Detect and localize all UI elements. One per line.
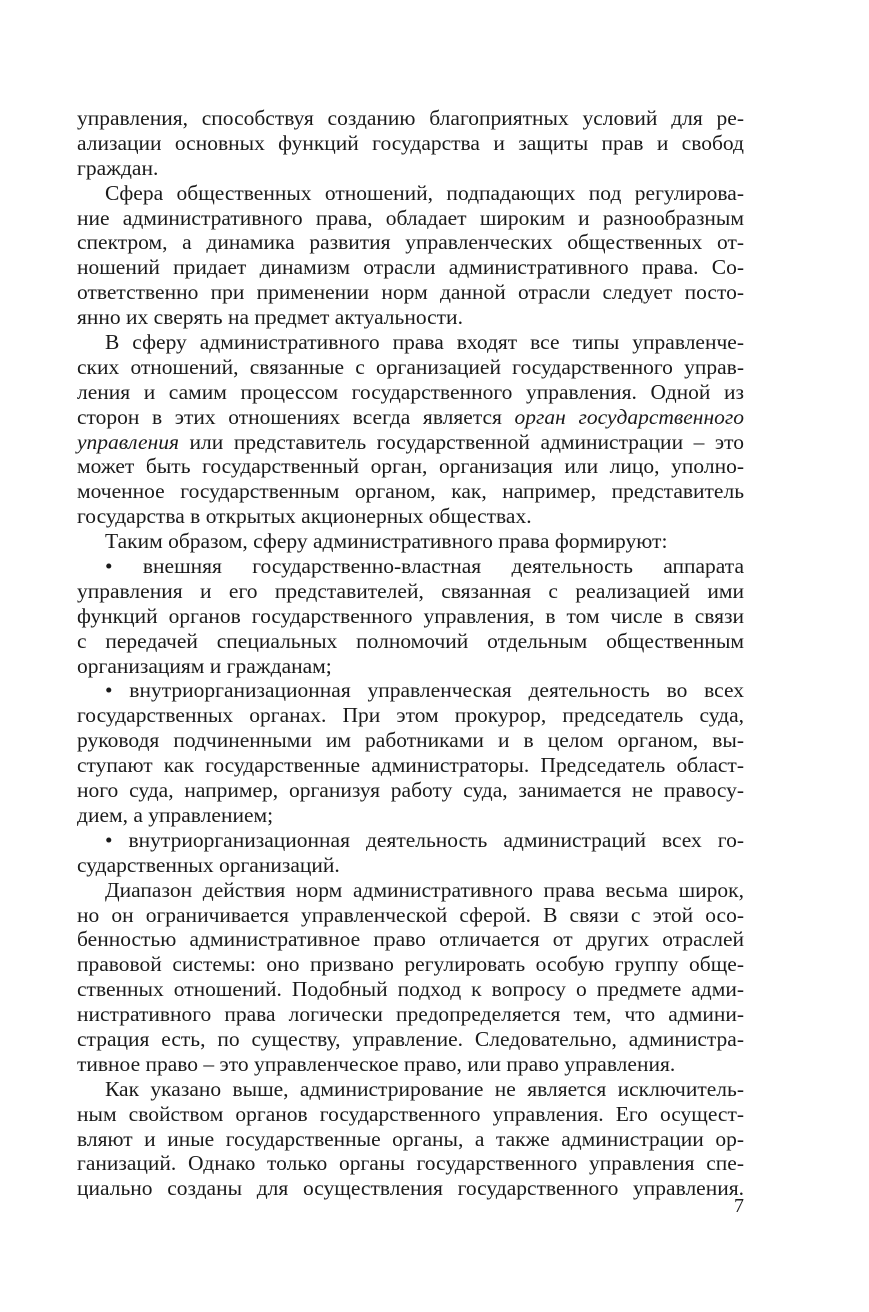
text-line: циально созданы для осуществления государственного управления. xyxy=(77,1176,744,1201)
text-line: ношений придает динамизм отрасли административного права. Со- xyxy=(77,255,744,280)
italic-term: орган государственного xyxy=(514,404,745,429)
text-line: функций органов государственного управления, в том числе в связи xyxy=(77,603,744,628)
text-line: ние административного права, обладает широким и разнообразным xyxy=(77,205,744,230)
paragraph xyxy=(77,529,744,554)
text-line: ления и самим процессом государственного управления. Одной из xyxy=(77,379,744,404)
paragraph xyxy=(77,330,744,529)
text-line: В сферу административного права входят все типы управленче- xyxy=(105,330,744,355)
text-line: но он ограничивается управленческой сферой. В связи с этой осо- xyxy=(77,902,744,927)
text-line: • внешняя государственно-властная деятельность аппарата xyxy=(105,554,744,579)
text-line: сударственных организаций. xyxy=(77,852,340,877)
text-line: страция есть, по существу, управление. Следовательно, администра- xyxy=(77,1026,744,1051)
text-line: бенностью административное право отличается от других отраслей xyxy=(77,927,744,952)
text-line: ственных отношений. Подобный подход к вопросу о предмете адми- xyxy=(77,977,744,1002)
text-line: Таким образом, сферу административного права формируют: xyxy=(105,529,668,554)
text-line: ного суда, например, организуя работу суда, занимается не правосу- xyxy=(77,778,744,803)
text-line: с передачей специальных полномочий отдельным общественным xyxy=(77,628,744,653)
paragraph xyxy=(77,106,744,181)
bullet-item xyxy=(77,828,744,878)
text-line: граждан. xyxy=(77,155,159,180)
text-line: может быть государственный орган, организация или лицо, уполно- xyxy=(77,454,744,479)
text-line: спектром, а динамика развития управленческих общественных от- xyxy=(77,230,744,255)
text-line: сторон в этих отношениях всегда является орган государственного xyxy=(77,404,745,429)
bullet-item xyxy=(77,678,744,827)
text-line: ным свойством органов государственного управления. Его осущест- xyxy=(77,1101,744,1126)
text-line: Как указано выше, администрирование не является исключитель- xyxy=(105,1076,744,1101)
text-line: тивное право – это управленческое право, или право управления. xyxy=(77,1051,676,1076)
text-line: государственных органах. При этом прокурор, председатель суда, xyxy=(77,703,744,728)
text-line: ответственно при применении норм данной отрасли следует посто- xyxy=(77,280,744,305)
text-line: государства в открытых акционерных обществах. xyxy=(77,504,532,529)
text-line: • внутриорганизационная деятельность администраций всех го- xyxy=(105,827,744,852)
page-body xyxy=(77,106,744,1201)
text-line: • внутриорганизационная управленческая деятельность во всех xyxy=(105,678,744,703)
text-line: управления или представитель государственной администрации – это xyxy=(77,429,744,454)
text-line: организациям и гражданам; xyxy=(77,653,332,678)
text-line: правовой системы: оно призвано регулировать особую группу обще- xyxy=(77,952,744,977)
text-line: вляют и иные государственные органы, а также администрации ор- xyxy=(77,1126,744,1151)
text-line: руководя подчиненными им работниками и в целом органом, вы- xyxy=(77,728,744,753)
text-line: янно их сверять на предмет актуальности. xyxy=(77,305,463,330)
text-line: ганизаций. Однако только органы государственного управления спе- xyxy=(77,1151,744,1176)
italic-term: управления xyxy=(77,429,179,454)
text-line: ализации основных функций государства и защиты прав и свобод xyxy=(77,130,744,155)
text-line: Сфера общественных отношений, подпадающих под регулирова- xyxy=(105,180,744,205)
bullet-item xyxy=(77,554,744,678)
text-line: ступают как государственные администраторы. Председатель област- xyxy=(77,753,744,778)
text-line: ских отношений, связанные с организацией государственного управ- xyxy=(77,354,744,379)
text-line: дием, а управлением; xyxy=(77,802,274,827)
paragraph xyxy=(77,878,744,1077)
text-line: нистративного права логически предопределяется тем, что админи- xyxy=(77,1002,744,1027)
paragraph xyxy=(77,1077,744,1201)
text-line: управления, способствуя созданию благоприятных условий для ре- xyxy=(77,106,744,130)
text-line: моченное государственным органом, как, например, представитель xyxy=(77,479,744,504)
page-number: 7 xyxy=(734,1195,744,1217)
text-line: управления и его представителей, связанная с реализацией ими xyxy=(77,578,744,603)
paragraph xyxy=(77,181,744,330)
text-line: Диапазон действия норм административного права весьма широк, xyxy=(105,877,744,902)
